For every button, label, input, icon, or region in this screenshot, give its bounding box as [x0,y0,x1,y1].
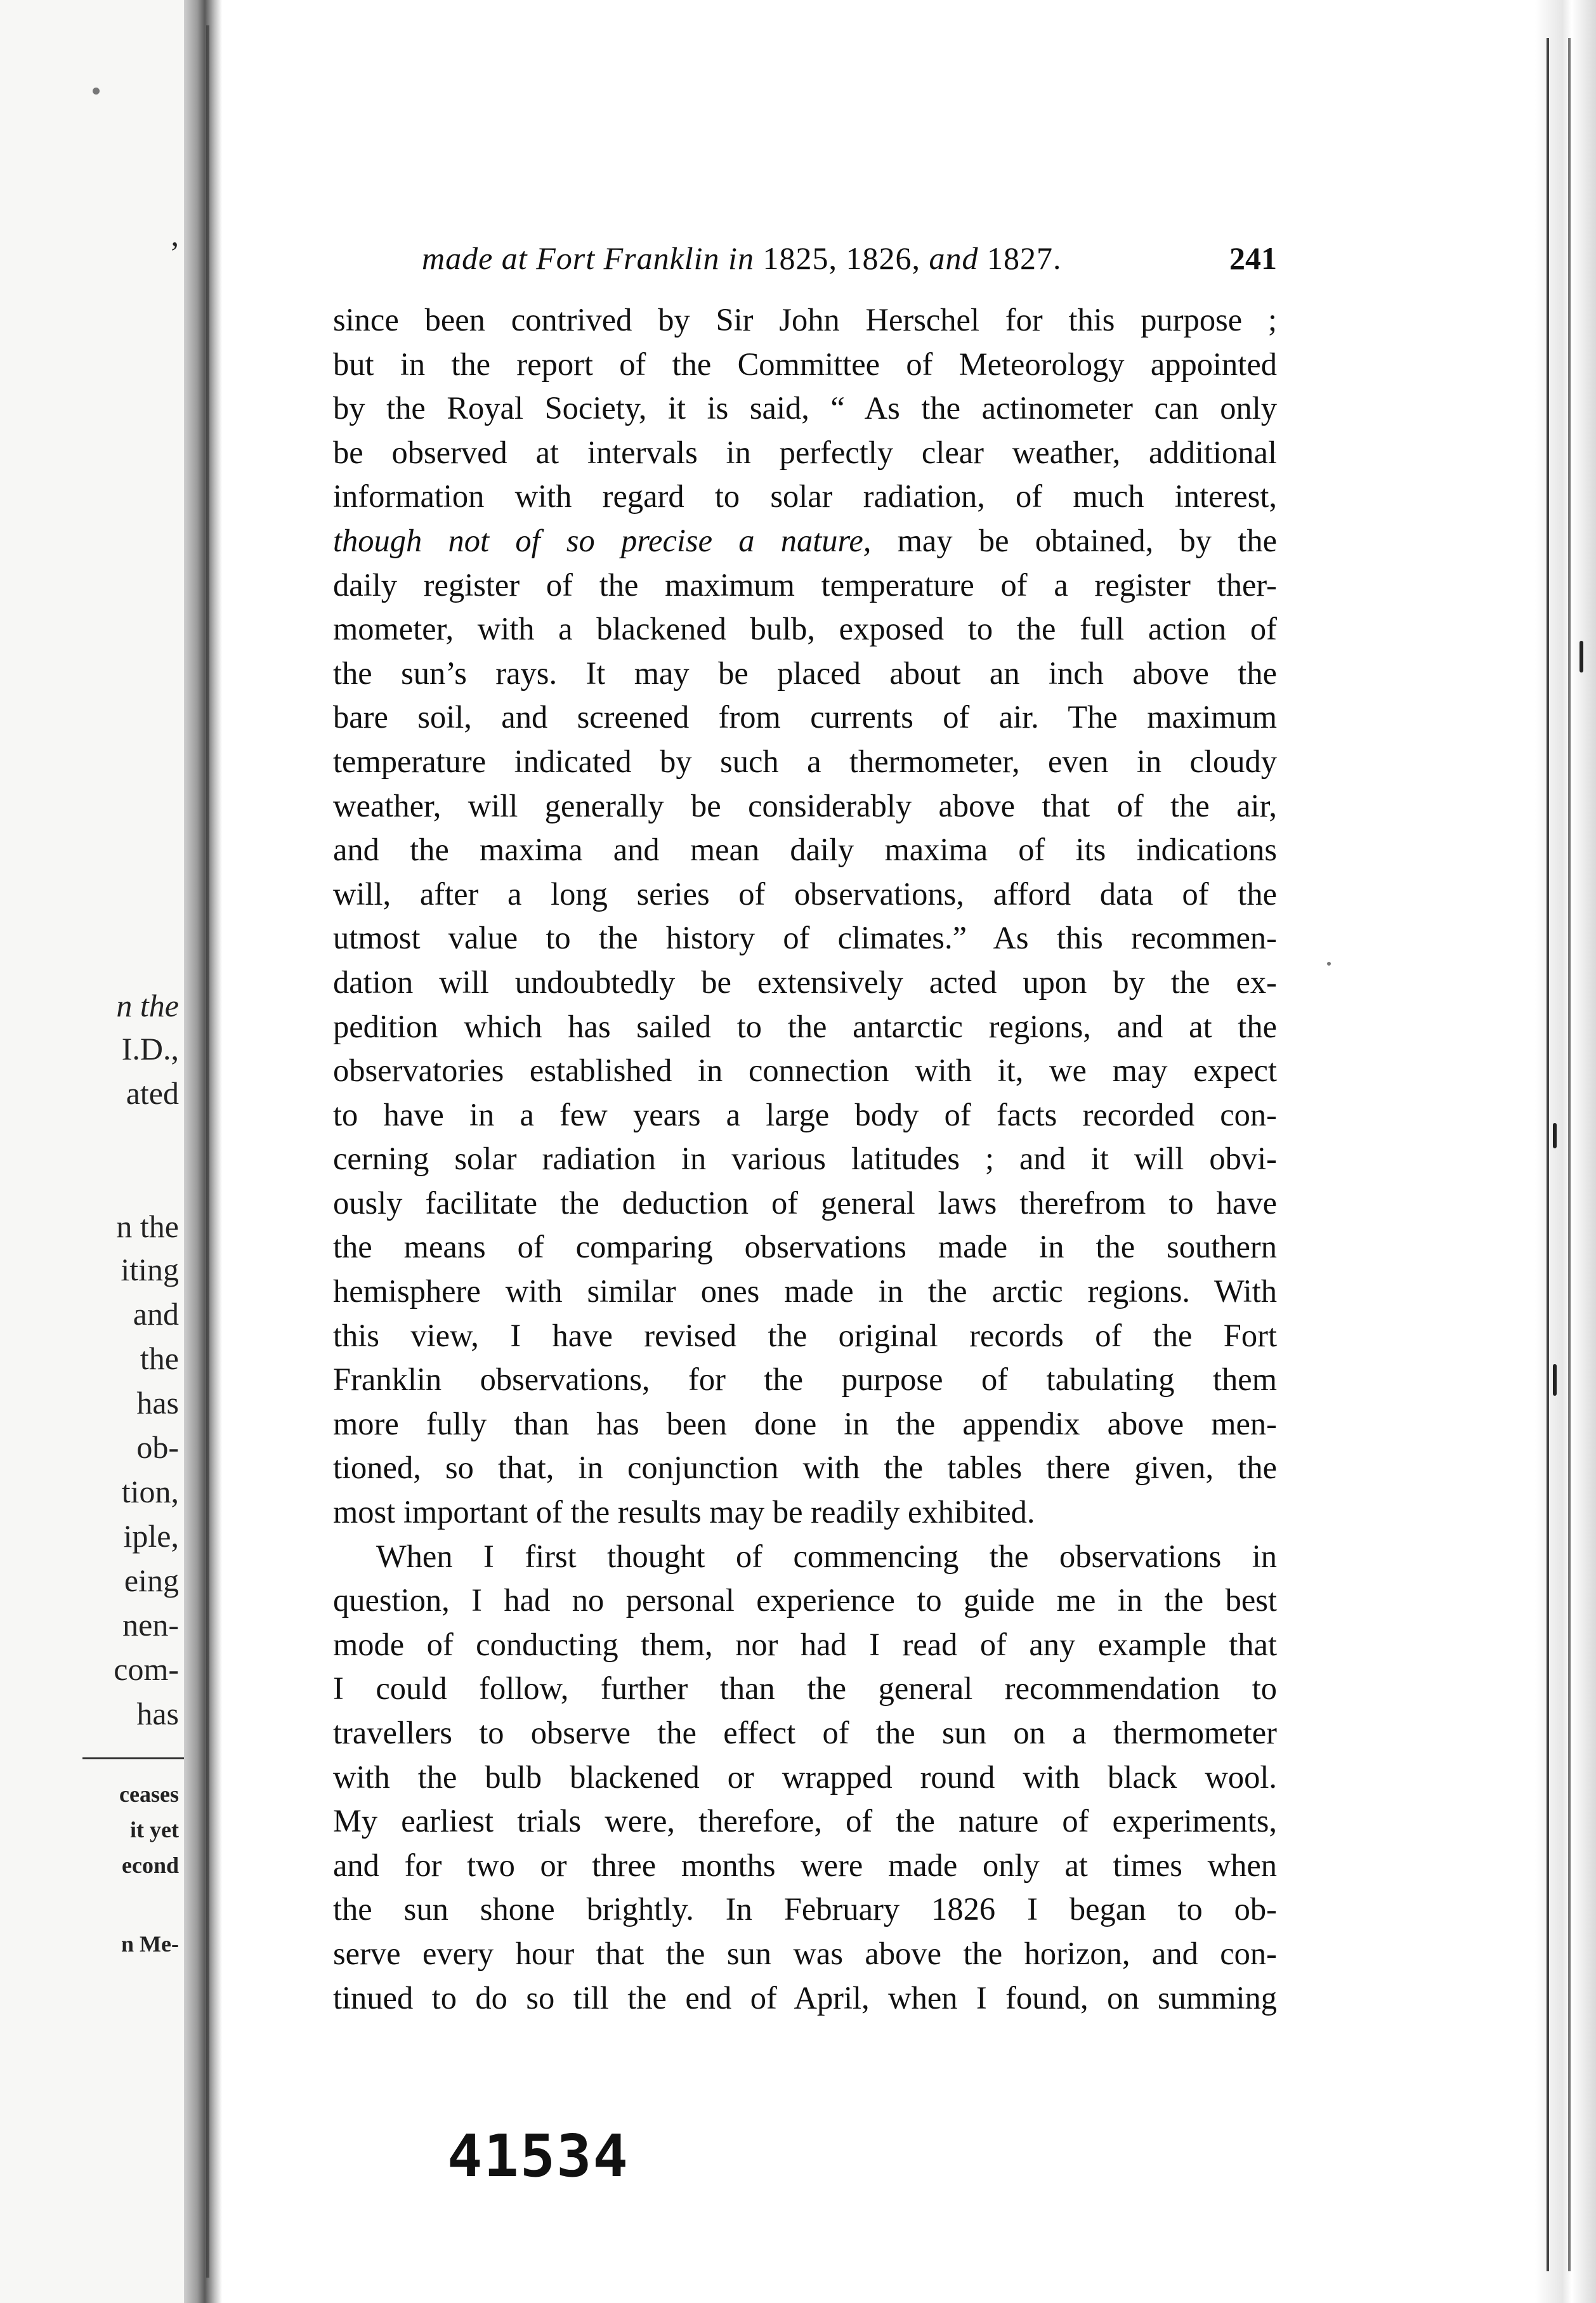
italic-phrase: though not of so precise a nature, [333,522,872,558]
facing-page-fragment: I.D., [121,1031,179,1066]
gutter-shadow-line [206,25,209,2278]
book-gutter [184,0,222,2303]
facing-page-footnote-fragment: it yet [130,1817,179,1842]
text-line: Franklin observations, for the purpose of tabulating them [333,1361,1277,1398]
facing-page-fragment: ob- [136,1429,179,1465]
text-line: cerning solar radiation in various latitudes ; and it will obvi- [333,1141,1277,1177]
text-line: tinued to do so till the end of April, when I found, on summing [333,1979,1277,2016]
running-head-prefix: made at Fort Franklin in [422,240,754,276]
facing-page-fragment: eing [124,1563,179,1598]
text-line-rest: may be obtained, by the [897,522,1277,558]
text-line: by the Royal Society, it is said, “ As the actinometer can only [333,390,1277,426]
edge-mark [1553,1364,1557,1396]
accession-stamp: 41534 [447,2122,629,2190]
footnote-rule [82,1757,190,1759]
facing-page-fragment: n the [116,1209,179,1244]
facing-page-fragment: nen- [122,1607,179,1643]
paragraph-last-line: most important of the results may be readily exhibited. [333,1494,1035,1530]
text-line: utmost value to the history of climates.” As this recommen- [333,920,1277,956]
scan-speck [1327,962,1331,966]
facing-page-fragment: , [171,217,179,253]
text-line: bare soil, and screened from currents of air. The maximum [333,699,1277,735]
page-edge [1535,0,1596,2303]
running-head-title [422,240,1061,277]
facing-page-fragment: n the [116,988,179,1023]
facing-page-footnote-fragment: ceases [119,1781,179,1807]
text-line: will, after a long series of observations, afford data of the [333,876,1277,912]
text-line: serve every hour that the sun was above the horizon, and con- [333,1935,1277,1971]
text-line: My earliest trials were, therefore, of the nature of experiments, [333,1803,1277,1839]
running-head [333,240,1277,284]
facing-page-fragment: the [140,1341,179,1376]
page-edge-line [1547,38,1549,2271]
text-line: more fully than has been done in the appendix above men- [333,1405,1277,1441]
scan-speck [93,88,100,95]
text-line: observatories established in connection with it, we may expect [333,1053,1277,1089]
text-line: temperature indicated by such a thermometer, even in cloudy [333,743,1277,779]
text-line: mode of conducting them, nor had I read of any example that [333,1626,1277,1662]
text-line: since been contrived by Sir John Herschel for this purpose ; [333,302,1277,338]
facing-page-fragment: com- [114,1651,179,1687]
text-line: information with regard to solar radiation, of much interest, [333,478,1277,515]
paragraph-first-line: When I first thought of commencing the observations in [376,1538,1277,1574]
facing-page-footnote-fragment: n Me- [121,1931,179,1957]
facing-page-edge [0,0,190,2303]
text-line: dation will undoubtedly be extensively acted upon by the ex- [333,964,1277,1000]
text-line: pedition which has sailed to the antarctic regions, and at the [333,1008,1277,1044]
text-line: and for two or three months were made only at times when [333,1847,1277,1883]
running-head-conjunction: and [929,240,979,276]
text-line: mometer, with a blackened bulb, exposed to the full action of [333,611,1277,647]
facing-page-fragment: ated [126,1075,179,1111]
text-line: question, I had no personal experience to guide me in the best [333,1582,1277,1618]
text-line: but in the report of the Committee of Meteorology appointed [333,346,1277,382]
facing-page-fragment: has [136,1696,179,1731]
page-edge-line [1568,38,1571,2271]
facing-page-fragment: iple, [123,1518,179,1554]
text-line: tioned, so that, in conjunction with the tables there given, the [333,1450,1277,1486]
text-line: the means of comparing observations made in the southern [333,1229,1277,1265]
text-line: this view, I have revised the original records of the Fort [333,1317,1277,1353]
text-line: to have in a few years a large body of facts recorded con- [333,1096,1277,1132]
text-line: I could follow, further than the general recommendation to [333,1670,1277,1707]
facing-page-fragment: and [133,1296,179,1332]
running-head-year: 1827. [986,240,1062,276]
facing-page-fragment: has [136,1385,179,1421]
text-line: daily register of the maximum temperature of a register ther- [333,567,1277,603]
text-line: travellers to observe the effect of the sun on a thermometer [333,1715,1277,1750]
text-line: with the bulb blackened or wrapped round with black wool. [333,1759,1277,1795]
text-line: weather, will generally be considerably above that of the air, [333,787,1277,823]
facing-page-fragment: iting [121,1252,179,1287]
page-number: 241 [1229,240,1277,276]
text-line: the sun shone brightly. In February 1826 I began to ob- [333,1891,1277,1927]
edge-mark [1553,1123,1557,1148]
text-line: and the maxima and mean daily maxima of its indications [333,832,1277,868]
text-line: hemisphere with similar ones made in the arctic regions. With [333,1273,1277,1309]
facing-page-footnote-fragment: econd [122,1853,179,1878]
facing-page-fragment: tion, [121,1474,179,1509]
body-text [333,298,1277,2020]
edge-mark [1580,641,1583,673]
text-line: be observed at intervals in perfectly clear weather, additional [333,434,1277,470]
text-line [333,519,1277,563]
running-head-year: 1825, [762,240,837,276]
text-line: ously facilitate the deduction of general laws therefrom to have [333,1184,1277,1221]
text-line: the sun’s rays. It may be placed about an inch above the [333,655,1277,691]
running-head-year: 1826, [846,240,920,276]
